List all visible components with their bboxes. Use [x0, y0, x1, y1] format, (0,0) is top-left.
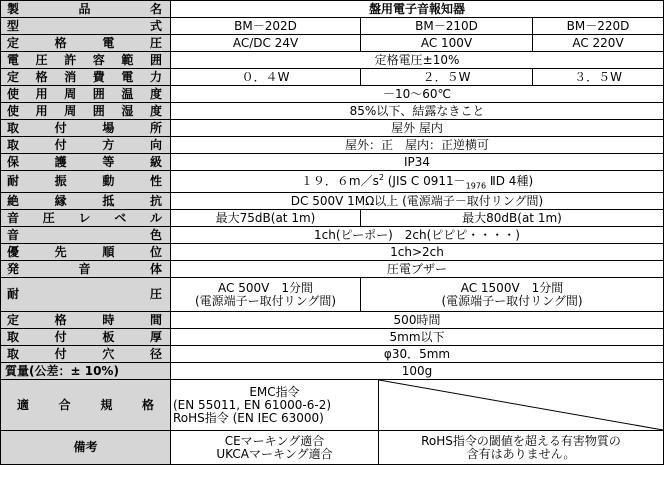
- row-mounting-location: [1, 120, 664, 137]
- withstand-1-line1: AC 500V 1分間: [218, 280, 313, 295]
- vibration-sup: 2: [378, 173, 384, 182]
- label-mounting-hole: 取 付 穴 径: [1, 346, 171, 363]
- value-vibration-resistance: [171, 171, 664, 193]
- withstand-2-line1: AC 1500V 1分間: [460, 280, 564, 295]
- row-sound-pressure: [1, 210, 664, 227]
- value-standards: [171, 380, 379, 431]
- value-power-3: ３．５W: [533, 69, 664, 86]
- value-withstand-1: [171, 278, 361, 312]
- value-product-name: 盤用電子音報知器: [171, 1, 664, 18]
- label-product-name: [1, 1, 171, 18]
- label-withstand-voltage: 耐 圧: [1, 278, 171, 312]
- value-remarks-left: [171, 431, 379, 465]
- value-priority: 1ch>2ch: [171, 244, 664, 261]
- row-operating-humidity: [1, 103, 664, 120]
- value-mounting-location: 屋外 屋内: [171, 120, 664, 137]
- value-withstand-2: [361, 278, 664, 312]
- row-rated-time: [1, 312, 664, 329]
- label-power-consumption: 定 格 消 費 電 力: [1, 69, 171, 86]
- row-sounding-body: [1, 261, 664, 278]
- value-operating-humidity: 85%以下、結露なきこと: [171, 103, 664, 120]
- row-voltage-tolerance: [1, 52, 664, 69]
- value-sound-pressure-2: 最大80dB(at 1m): [361, 210, 664, 227]
- remarks-right-line1: RoHS指令の閾値を超える有害物質の: [421, 433, 621, 448]
- label-standards: 適 合 規 格: [1, 380, 171, 431]
- standards-blank-diagonal: [379, 380, 664, 431]
- value-sounding-body: 圧電ブザー: [171, 261, 664, 278]
- value-voltage-tolerance: 定格電圧±10%: [171, 52, 664, 69]
- row-insulation-resistance: [1, 193, 664, 210]
- label-model: 型 式: [1, 18, 171, 35]
- row-rated-voltage: [1, 35, 664, 52]
- label-protection-class: 保 護 等 級: [1, 154, 171, 171]
- value-rated-time: 500時間: [171, 312, 664, 329]
- value-remarks-right: [379, 431, 664, 465]
- label-rated-voltage: 定 格 電 圧: [1, 35, 171, 52]
- value-tone: 1ch(ピーポー) 2ch(ピピピ・・・・): [171, 227, 664, 244]
- standards-line1: EMC指令: [249, 384, 300, 399]
- vibration-mid: (JIS C 0911－: [383, 174, 466, 188]
- label-operating-humidity: 使 用 周 囲 湿 度: [1, 103, 171, 120]
- label-mounting-location: 取 付 場 所: [1, 120, 171, 137]
- label-sound-pressure: 音 圧 レ ベ ル: [1, 210, 171, 227]
- value-mounting-hole: φ30．5mm: [171, 346, 664, 363]
- row-protection-class: [1, 154, 664, 171]
- label-remarks: 備考: [1, 431, 171, 465]
- vibration-prefix: １９．６m／s: [300, 174, 379, 188]
- standards-line2: (EN 55011, EN 61000-6-2): [173, 397, 332, 412]
- label-insulation-resistance: 絶 縁 抵 抗: [1, 193, 171, 210]
- label-rated-time: 定 格 時 間: [1, 312, 171, 329]
- value-plate-thickness: 5mm以下: [171, 329, 664, 346]
- value-power-2: ２．５W: [361, 69, 533, 86]
- row-tone: [1, 227, 664, 244]
- remarks-left-line2: UKCAマーキング適合: [216, 446, 333, 461]
- diagonal-line: [379, 380, 663, 430]
- row-mounting-hole: [1, 346, 664, 363]
- value-mounting-direction: 屋外：正 屋内：正逆横可: [171, 137, 664, 154]
- value-mass: 100g: [171, 363, 664, 380]
- label-mass: [1, 363, 171, 380]
- label-vibration-resistance: 耐 振 動 性: [1, 171, 171, 193]
- value-model-210d: BM－210D: [361, 18, 533, 35]
- remarks-left-line1: CEマーキング適合: [224, 433, 325, 448]
- value-model-220d: BM－220D: [533, 18, 664, 35]
- value-protection-class: IP34: [171, 154, 664, 171]
- withstand-1-line2: (電源端子ー取付リング間): [194, 293, 337, 308]
- mass-label-note: (公差：± 10%): [29, 363, 119, 378]
- label-text: 製 品 名: [7, 1, 162, 16]
- value-operating-temp: －10～60℃: [171, 86, 664, 103]
- mass-label-main: 質量: [5, 363, 30, 378]
- label-voltage-tolerance: 電 圧 許 容 範 囲: [1, 52, 171, 69]
- withstand-2-line2: (電源端子ー取付リング間): [441, 293, 583, 308]
- row-product-name: [1, 1, 664, 18]
- label-plate-thickness: 取 付 板 厚: [1, 329, 171, 346]
- row-standards: [1, 380, 664, 431]
- value-rated-voltage-3: AC 220V: [533, 35, 664, 52]
- label-tone: 音 色: [1, 227, 171, 244]
- remarks-right-line2: 含有はありません。: [466, 446, 576, 461]
- value-sound-pressure-1: 最大75dB(at 1m): [171, 210, 361, 227]
- row-remarks: [1, 431, 664, 465]
- value-insulation-resistance: DC 500V 1MΩ以上 (電源端子－取付リング間): [171, 193, 664, 210]
- label-operating-temp: 使 用 周 囲 温 度: [1, 86, 171, 103]
- vibration-sub: 1976: [465, 181, 487, 191]
- value-power-1: ０．４W: [171, 69, 361, 86]
- row-mounting-direction: [1, 137, 664, 154]
- label-priority: 優 先 順 位: [1, 244, 171, 261]
- value-rated-voltage-1: AC/DC 24V: [171, 35, 361, 52]
- row-operating-temp: [1, 86, 664, 103]
- value-model-202d: BM－202D: [171, 18, 361, 35]
- row-mass: [1, 363, 664, 380]
- row-power-consumption: [1, 69, 664, 86]
- value-rated-voltage-2: AC 100V: [361, 35, 533, 52]
- vibration-suffix: ⅡD 4種): [486, 174, 534, 188]
- row-plate-thickness: [1, 329, 664, 346]
- row-priority: [1, 244, 664, 261]
- label-sounding-body: 発 音 体: [1, 261, 171, 278]
- row-withstand-voltage: [1, 278, 664, 312]
- row-vibration-resistance: [1, 171, 664, 193]
- standards-line3: RoHS指令 (EN IEC 63000): [173, 410, 324, 425]
- row-model: [1, 18, 664, 35]
- label-mounting-direction: 取 付 方 向: [1, 137, 171, 154]
